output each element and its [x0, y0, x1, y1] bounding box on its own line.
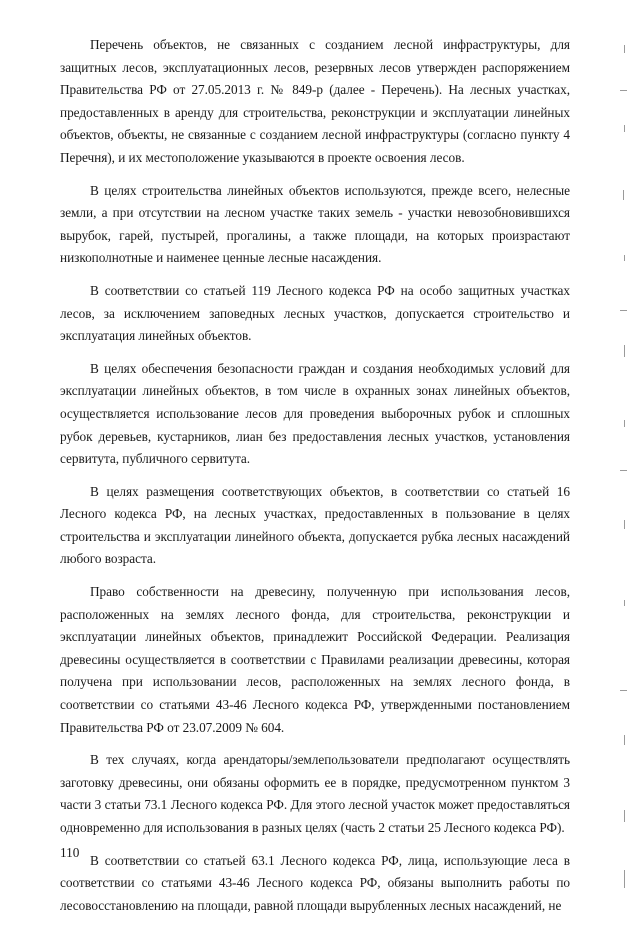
paragraph-list-of-objects: Перечень объектов, не связанных с созданием лесной инфраструктуры, для защитных лесов, эксплуатационных лесов, резервных лесов утвержден распоряжением Правительства РФ от 27.05.2013 г. № 849-р (далее - Перечень). На лесных участках, предоставленных в аренду для строительства, реконструкции и эксплуатации линейных объектов, объекты, не связанные с созданием лесной инфраструктуры (согласно пункту 4 Перечня), и их местоположение указываются в проекте освоения лесов. — [60, 37, 570, 165]
scan-edge-marks — [618, 0, 632, 905]
page-number: 110 — [60, 845, 80, 860]
body-text — [60, 34, 570, 927]
paragraph-article-63-1: В соответствии со статьей 63.1 Лесного кодекса РФ, лица, использующие леса в соответствии со статьями 43-46 Лесного кодекса РФ, обязаны выполнить работы по лесовосстановлению на площади, равной площади вырубленных лесных насаждений, не — [60, 852, 570, 913]
paragraph-article-119: В соответствии со статьей 119 Лесного кодекса РФ на особо защитных участках лесов, за исключением заповедных лесных участков, допускается строительство и эксплуатация линейных объектов. — [60, 282, 570, 344]
paragraph-article-16: В целях размещения соответствующих объектов, в соответствии со статьей 16 Лесного кодекса РФ, на лесных участках, предоставленных в пользование в целях строительства и эксплуатации линейного объекта, допускается рубка лесных насаждений любого возраста. — [60, 483, 570, 567]
paragraph-safety: В целях обеспечения безопасности граждан и создания необходимых условий для эксплуатации линейных объектов, в том числе в охранных зонах линейных объектов, осуществляется использование лесов для проведения выборочных рубок и сплошных рубок деревьев, кустарников, лиан без предоставления лесных участков, установления сервитута, публичного сервитута. — [60, 360, 570, 467]
paragraph-timber-ownership: Право собственности на древесину, полученную при использования лесов, расположенных на землях лесного фонда, для строительства, реконструкции и эксплуатации линейных объектов, принадлежит Российской Федерации. Реализация древесины осуществляется в соответствии с Правилами реализации древесины, которая получена при использовании лесов, расположенных на землях лесного фонда, в соответствии со статьями 43-46 Лесного кодекса РФ, утвержденными постановлением Правительства РФ от 23.07.2009 № 604. — [60, 584, 570, 735]
paragraph-construction-lands: В целях строительства линейных объектов используются, прежде всего, нелесные земли, а при отсутствии на лесном участке таких земель - участки невозобновившихся вырубок, гарей, пустырей, прогалины, а также площади, на которых произрастают низкополнотные и наименее ценные лесные насаждения. — [60, 182, 570, 266]
paragraph-timber-harvest: В тех случаях, когда арендаторы/землепользователи предполагают осуществлять заготовку древесины, они обязаны оформить ее в порядке, предусмотренном пунктом 3 части 3 статьи 73.1 Лесного кодекса РФ. Для этого лесной участок может предоставляться одновременно для использования в разных целях (часть 2 статьи 25 Лесного кодекса РФ). — [60, 752, 570, 835]
